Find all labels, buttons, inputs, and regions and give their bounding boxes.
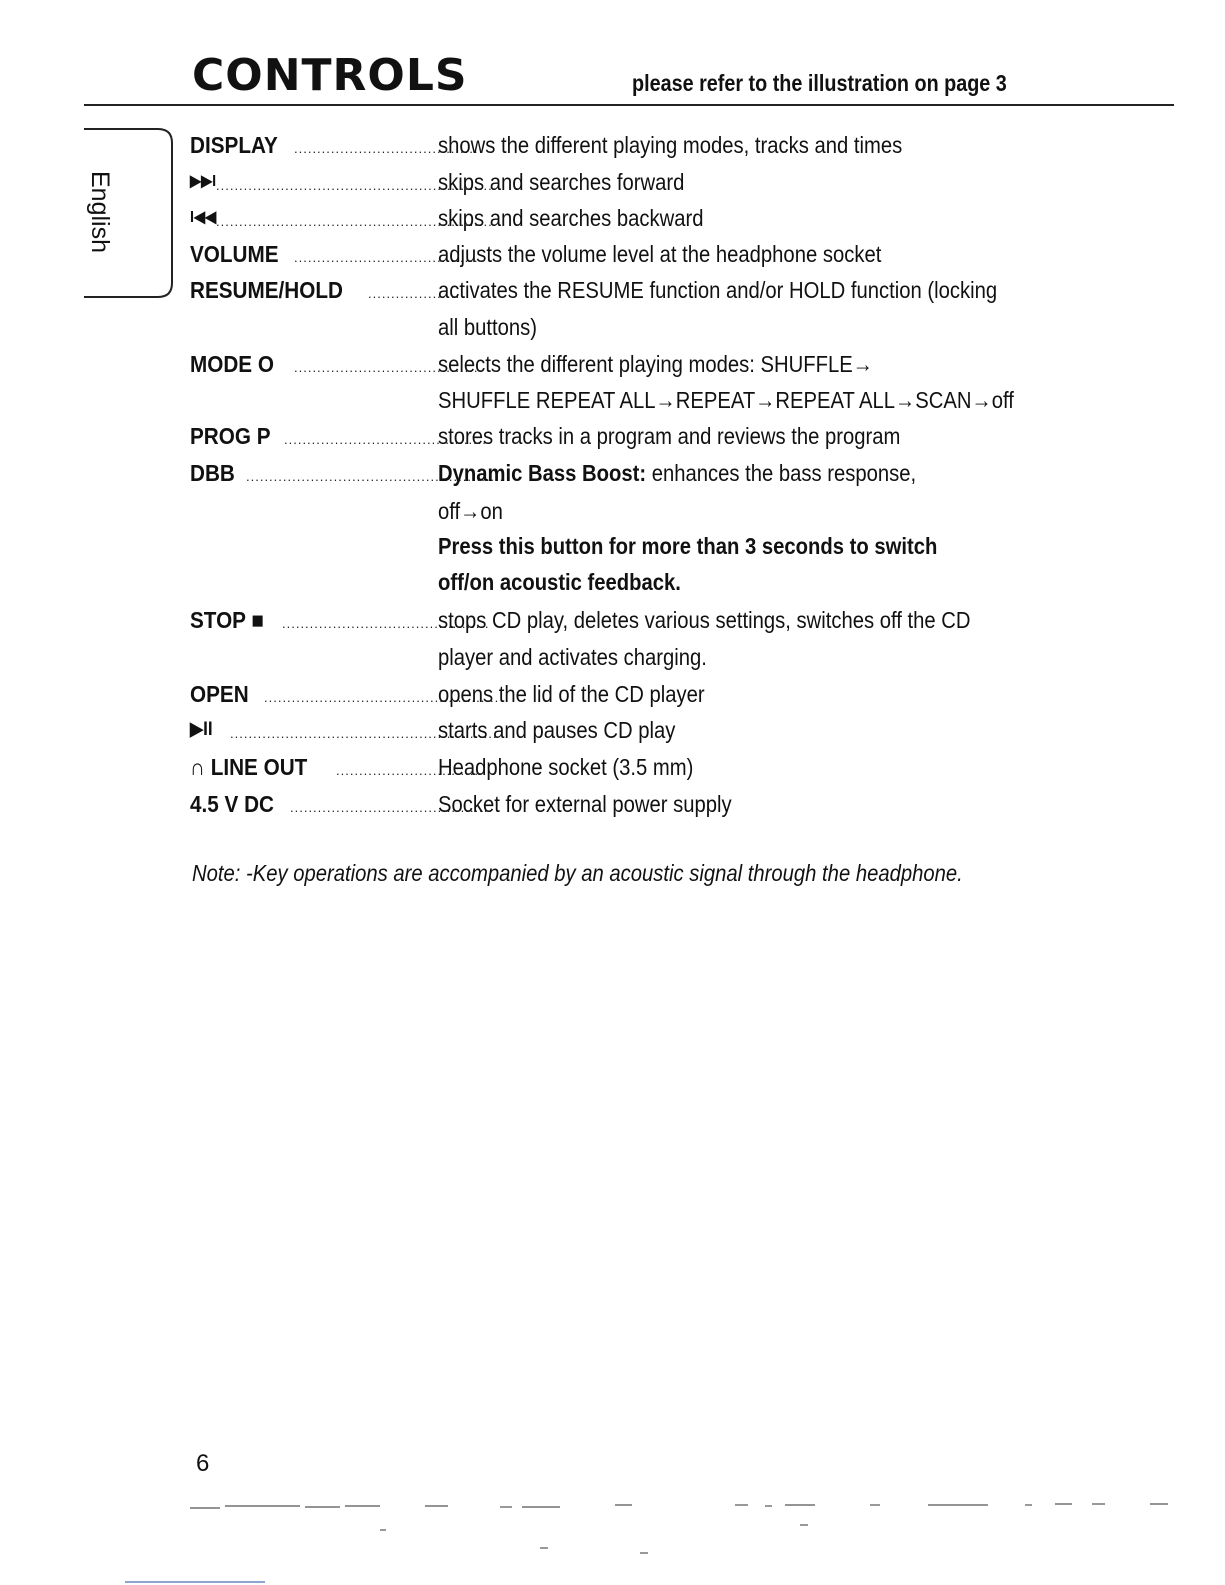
control-key: PROG P xyxy=(190,423,271,449)
control-key: 4.5 V DC xyxy=(190,791,274,817)
control-row-previous xyxy=(190,200,1110,236)
dot-leader: ............................................. xyxy=(284,432,492,447)
dbb-hint-line-1: Press this button for more than 3 seconds to switch xyxy=(438,533,938,559)
dot-leader: ............................................ xyxy=(290,800,493,815)
play-pause-icon: ▶II xyxy=(190,719,213,740)
dbb-feature-name: Dynamic Bass Boost: xyxy=(438,460,647,486)
control-key: STOP ■ xyxy=(190,607,264,633)
previous-track-icon: I◀◀ xyxy=(190,209,217,226)
page-number: 6 xyxy=(196,1450,210,1477)
dot-leader: .............................................................. xyxy=(216,178,502,193)
header-rule xyxy=(84,104,1174,106)
control-row-mode xyxy=(190,346,1110,382)
page-title: CONTROLS xyxy=(192,50,468,101)
control-row-dbb xyxy=(190,455,1110,491)
dbb-hint-line-2: off/on acoustic feedback. xyxy=(438,569,681,595)
dot-leader: ........................................ xyxy=(294,250,479,265)
control-description: shows the different playing modes, tracks and times xyxy=(438,132,903,158)
control-key: DISPLAY xyxy=(190,132,278,158)
control-description: skips and searches forward xyxy=(438,169,685,195)
control-description: stores tracks in a program and reviews the program xyxy=(438,423,901,449)
dot-leader: ........................................................ xyxy=(246,469,505,484)
control-key: VOLUME xyxy=(190,241,279,267)
control-description-continued: all buttons) xyxy=(438,314,538,340)
control-description: starts and pauses CD play xyxy=(438,717,676,743)
control-description xyxy=(438,455,916,491)
control-description: Headphone socket (3.5 mm) xyxy=(438,754,694,780)
control-row-volume xyxy=(190,236,1110,272)
control-description-continued: off→on xyxy=(438,498,503,524)
control-description: selects the different playing modes: SHUFFLE→ xyxy=(438,351,873,377)
dot-leader: .............................................................. xyxy=(216,214,502,229)
scan-artifacts xyxy=(0,1490,1225,1585)
footnote: Note: -Key operations are accompanied by an acoustic signal through the headphone. xyxy=(192,860,963,886)
control-row-resume-hold xyxy=(190,272,1110,308)
control-row-stop xyxy=(190,602,1110,638)
dbb-description: enhances the bass response, xyxy=(646,460,917,486)
control-key: OPEN xyxy=(190,681,249,707)
dot-leader: .......................................................... xyxy=(230,726,498,741)
control-row-prog xyxy=(190,418,1110,454)
control-row-next xyxy=(190,164,1110,200)
control-description: activates the RESUME function and/or HOLD function (locking xyxy=(438,277,998,303)
next-track-icon: ▶▶I xyxy=(190,173,217,190)
dot-leader: ................................................... xyxy=(264,690,500,705)
control-description: opens the lid of the CD player xyxy=(438,681,705,707)
control-key: MODE O xyxy=(190,351,274,377)
control-key: RESUME/HOLD xyxy=(190,277,343,303)
control-row-dc-in xyxy=(190,786,1110,822)
dot-leader: ............................................. xyxy=(282,616,490,631)
control-row-open xyxy=(190,676,1110,712)
dot-leader: ........................................ xyxy=(294,360,479,375)
control-row-display xyxy=(190,127,1110,163)
control-description: stops CD play, deletes various settings, switches off the CD xyxy=(438,607,971,633)
control-row-line-out xyxy=(190,749,1110,785)
dot-leader: ............................... xyxy=(336,763,479,778)
language-tab-label: English xyxy=(86,171,114,253)
headphone-line-out-label: ∩ LINE OUT xyxy=(190,754,308,780)
control-key: DBB xyxy=(190,460,235,486)
control-description: skips and searches backward xyxy=(438,205,704,231)
page-subtitle: please refer to the illustration on page 3 xyxy=(632,70,1007,96)
dot-leader: ........................................ xyxy=(294,141,479,156)
control-description: adjusts the volume level at the headphone socket xyxy=(438,241,882,267)
control-description-continued: SHUFFLE REPEAT ALL→REPEAT→REPEAT ALL→SCAN→off xyxy=(438,387,1014,413)
control-row-play-pause xyxy=(190,712,1110,748)
control-description: Socket for external power supply xyxy=(438,791,732,817)
control-description-continued: player and activates charging. xyxy=(438,644,707,670)
dot-leader: .................... xyxy=(368,286,461,301)
